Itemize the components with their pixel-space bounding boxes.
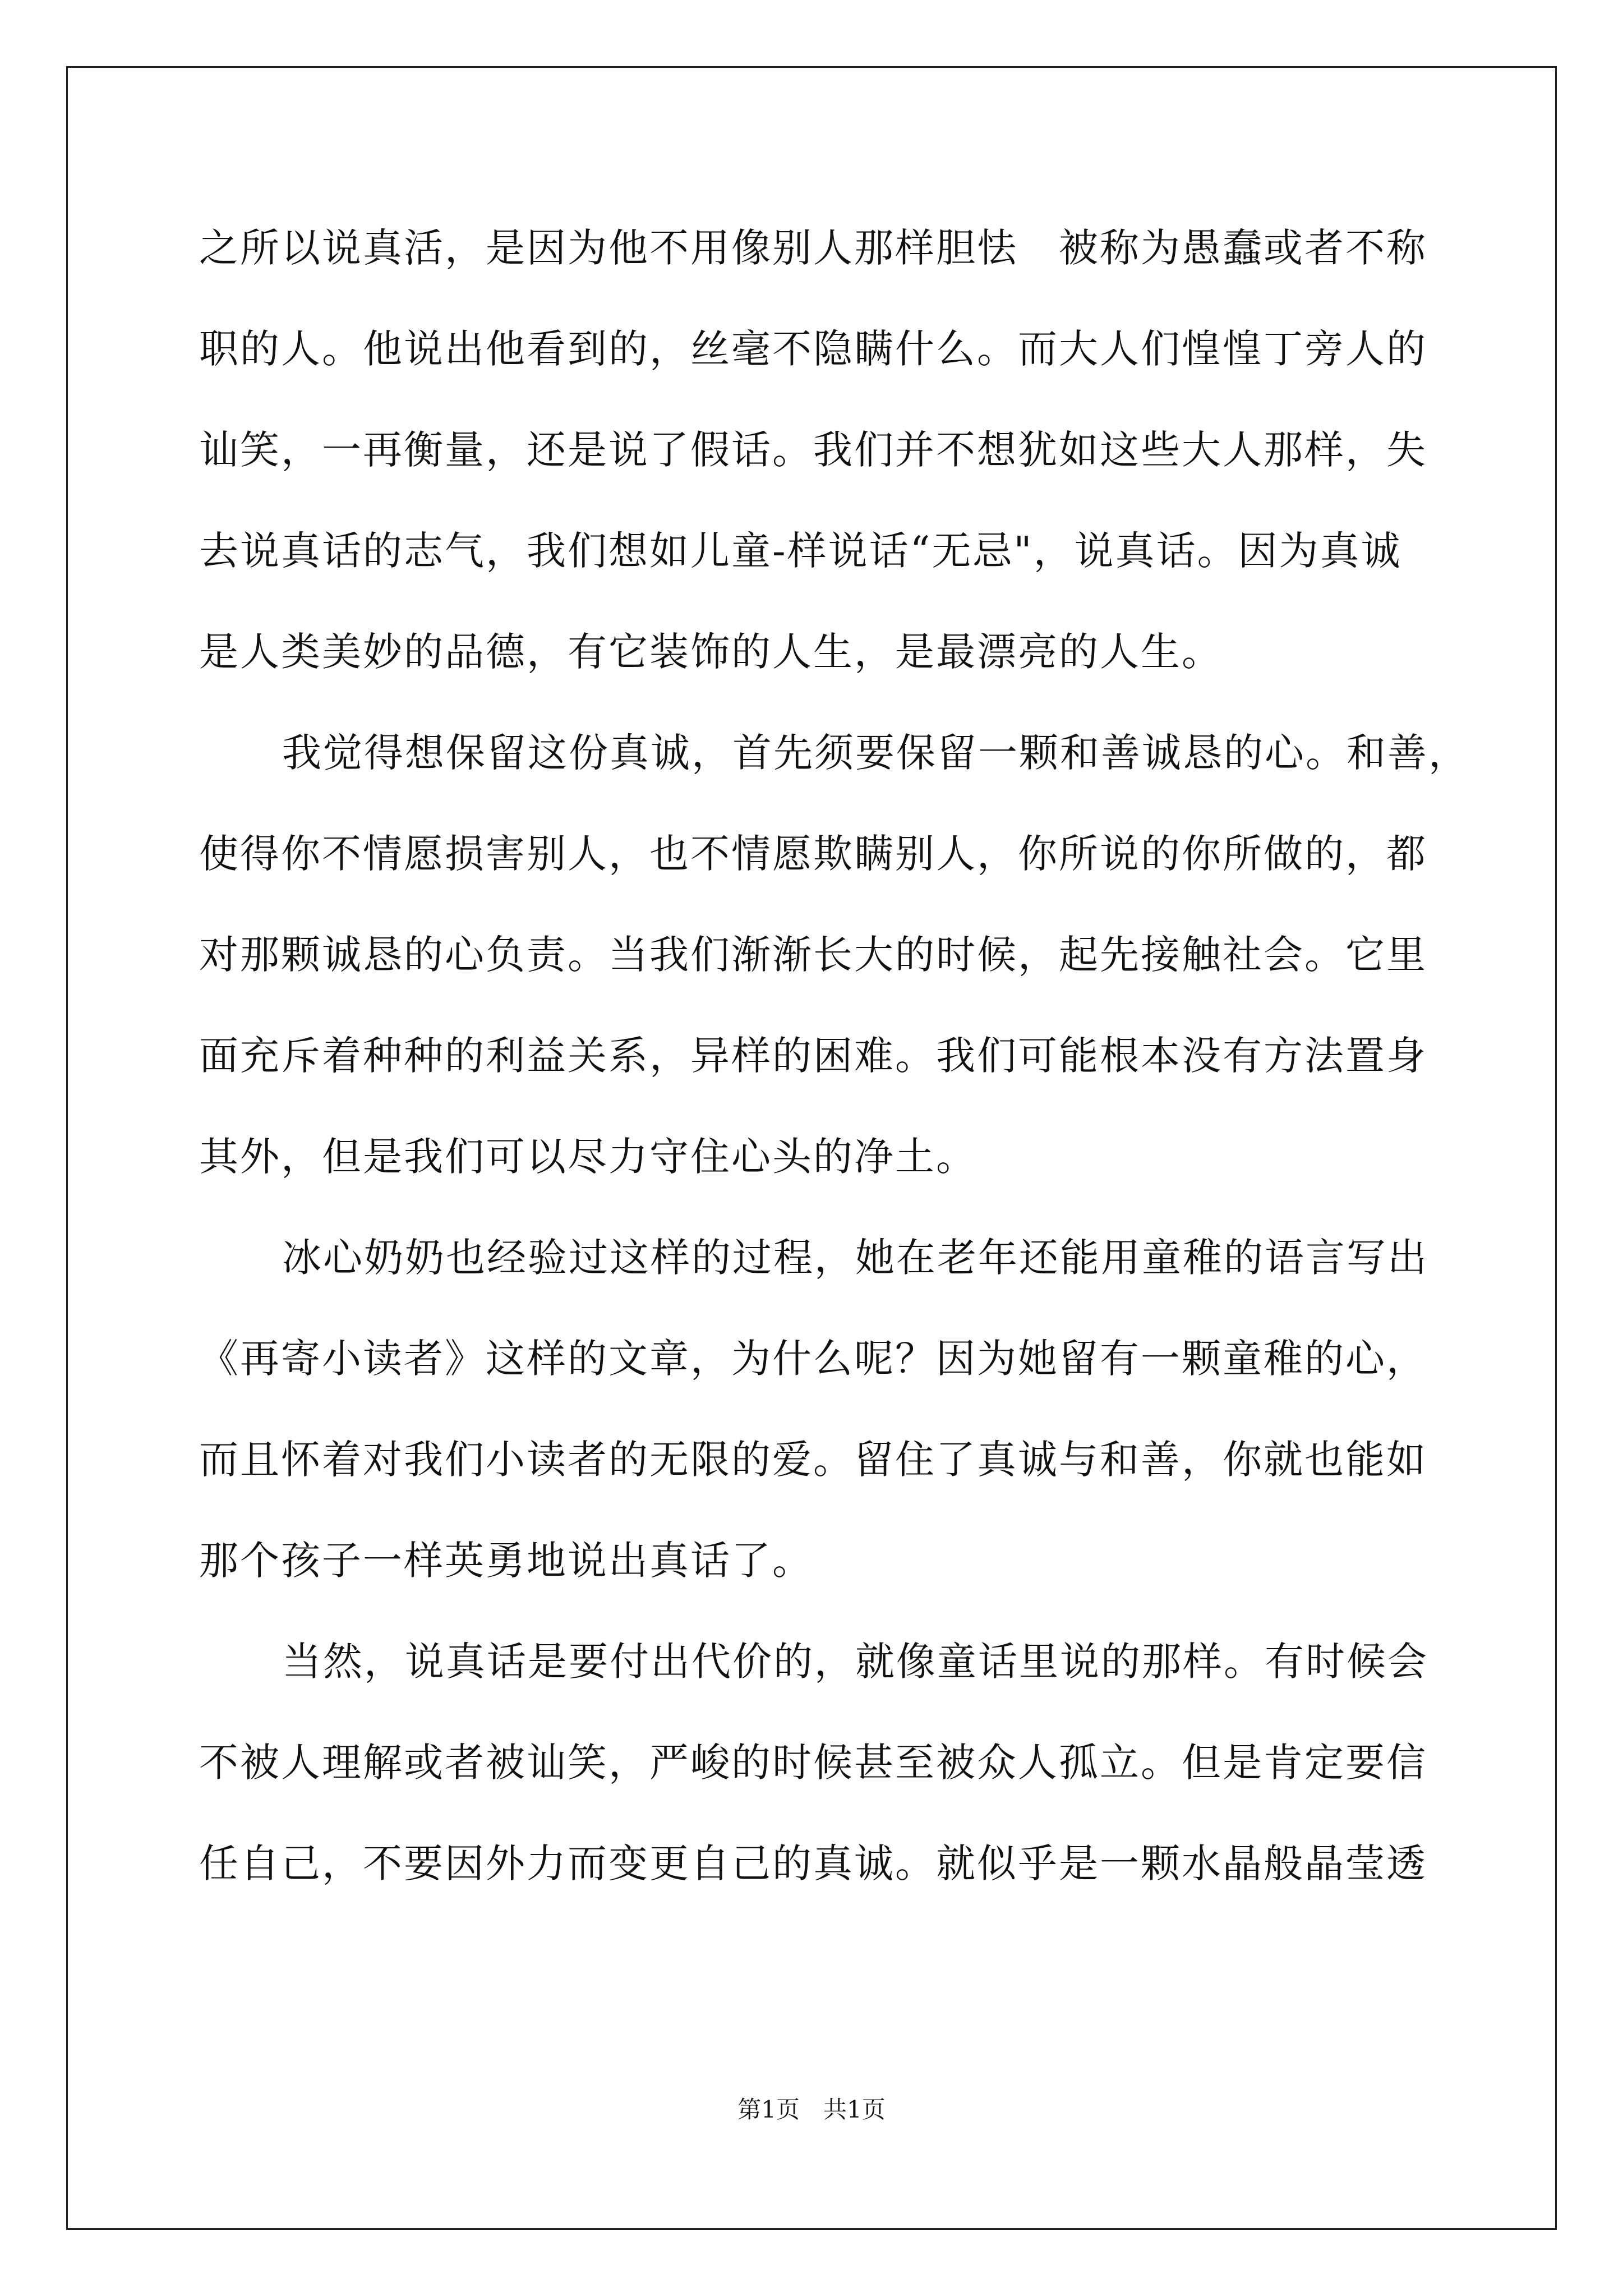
page-number-footer: 第1页 共1页 bbox=[737, 2096, 886, 2123]
text-line: 那个孩子一样英勇地说出真话了。 bbox=[199, 1538, 813, 1584]
paragraph-start-line: 冰心奶奶也经验过这样的过程，她在老年还能用童稚的语言写出 bbox=[282, 1235, 1428, 1281]
text-line: 其外，但是我们可以尽力守住心头的净土。 bbox=[199, 1134, 977, 1180]
paragraph-start-line: 我觉得想保留这份真诚，首先须要保留一颗和善诚恳的心。和善， bbox=[282, 730, 1469, 776]
text-line: 之所以说真活，是因为他不用像别人那样胆怯 被称为愚蠢或者不称 bbox=[199, 225, 1427, 271]
text-line: 而且怀着对我们小读者的无限的爱。留住了真诚与和善，你就也能如 bbox=[199, 1437, 1427, 1483]
text-line: 去说真话的志气，我们想如儿童-样说话“无忌"，说真话。因为真诚 bbox=[199, 528, 1402, 574]
text-line: 面充斥着种种的利益关系，异样的困难。我们可能根本没有方法置身 bbox=[199, 1033, 1427, 1079]
text-line: 对那颗诚恳的心负责。当我们渐渐长大的时候，起先接触社会。它里 bbox=[199, 932, 1427, 978]
text-line: 《再寄小读者》这样的文章，为什么呢？因为她留有一颗童稚的心， bbox=[199, 1336, 1427, 1382]
paragraph-start-line: 当然，说真话是要付出代价的，就像童话里说的那样。有时候会 bbox=[282, 1639, 1428, 1685]
text-line: 不被人理解或者被讪笑，严峻的时候甚至被众人孤立。但是肯定要信 bbox=[199, 1740, 1427, 1786]
text-line: 职的人。他说出他看到的，丝毫不隐瞒什么。而大人们惶惶丁旁人的 bbox=[199, 326, 1427, 372]
text-line: 是人类美妙的品德，有它装饰的人生，是最漂亮的人生。 bbox=[199, 629, 1223, 675]
text-line: 讪笑，一再衡量，还是说了假话。我们并不想犹如这些大人那样，失 bbox=[199, 427, 1427, 473]
text-line: 任自己，不要因外力而变更自己的真诚。就似乎是一颗水晶般晶莹透 bbox=[199, 1841, 1427, 1887]
text-line: 使得你不情愿损害别人，也不情愿欺瞒别人，你所说的你所做的，都 bbox=[199, 831, 1427, 877]
